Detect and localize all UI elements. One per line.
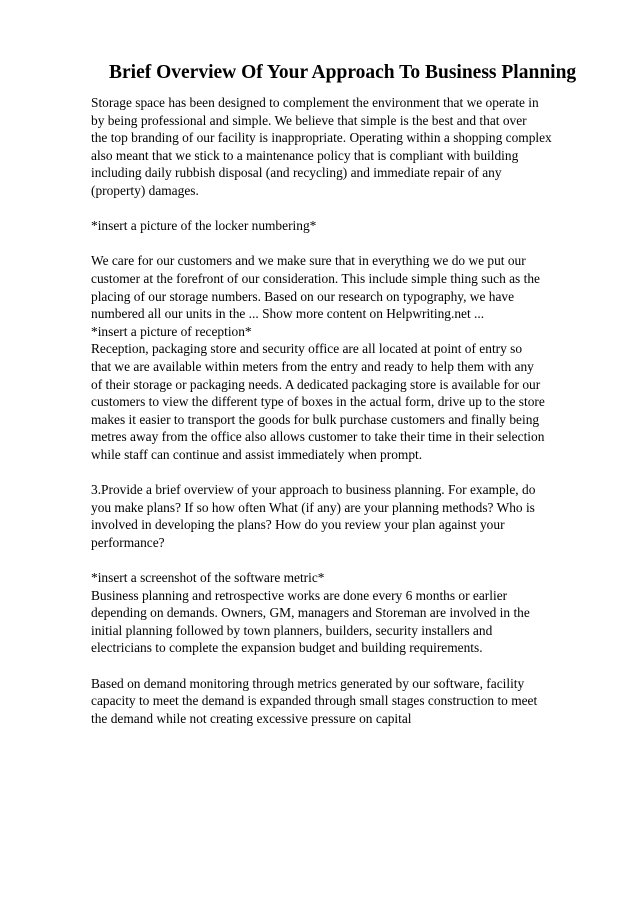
document-page: [91, 60, 591, 727]
paragraph-gap: [91, 235, 591, 253]
paragraph-business-planning: *insert a screenshot of the software metric* Business planning and retrospective works are done every 6 months or earlier depending on demands. Owners, GM, managers and Storeman are involved in the initial planning followed by town planners, builders, security installers and electricians to complete the expansion budget and building requirements.: [91, 570, 530, 656]
paragraph-question-3: 3.Provide a brief overview of your approach to business planning. For example, do you make plans? If so how often What (if any) are your planning methods? Who is involved in developing the plans? How do you review your plan against your performance?: [91, 482, 536, 550]
paragraph-gap: [91, 657, 591, 675]
paragraph-customers-reception: We care for our customers and we make sure that in everything we do we put our customer at the forefront of our consideration. This include simple thing such as the placing of our storage numbers. Based on our research on typography, we have numbered all our units in the ... Show more content on Helpwriting.net ... *insert a picture of reception* Reception, packaging store and security office are all located at point of entry so that we are available within meters from the entry and ready to help them with any of their storage or packaging needs. A dedicated packaging store is available for our customers to view the different type of boxes in the actual form, drive up to the store makes it easier to transport the goods for bulk purchase customers and finally being metres away from the office also allows customer to take their time in their selection while staff can continue and assist immediately when prompt.: [91, 253, 545, 462]
paragraph-gap: [91, 551, 591, 569]
placeholder-locker-picture: *insert a picture of the locker numbering*: [91, 218, 317, 234]
paragraph-demand-monitoring: Based on demand monitoring through metrics generated by our software, facility capacity to meet the demand is expanded through small stages construction to meet the demand while not creating excessive pressure on capital: [91, 675, 538, 726]
document-title: Brief Overview Of Your Approach To Business Planning: [109, 62, 577, 83]
paragraph-storage-space: Storage space has been designed to complement the environment that we operate in by being professional and simple. We believe that simple is the best and that over the top branding of our facility is inappropriate. Operating within a shopping complex also meant that we stick to a maintenance policy that is compliant with building including daily rubbish disposal (and recycling) and immediate repair of any (property) damages.: [91, 95, 552, 198]
paragraph-gap: [91, 200, 591, 218]
paragraph-gap: [91, 463, 591, 481]
